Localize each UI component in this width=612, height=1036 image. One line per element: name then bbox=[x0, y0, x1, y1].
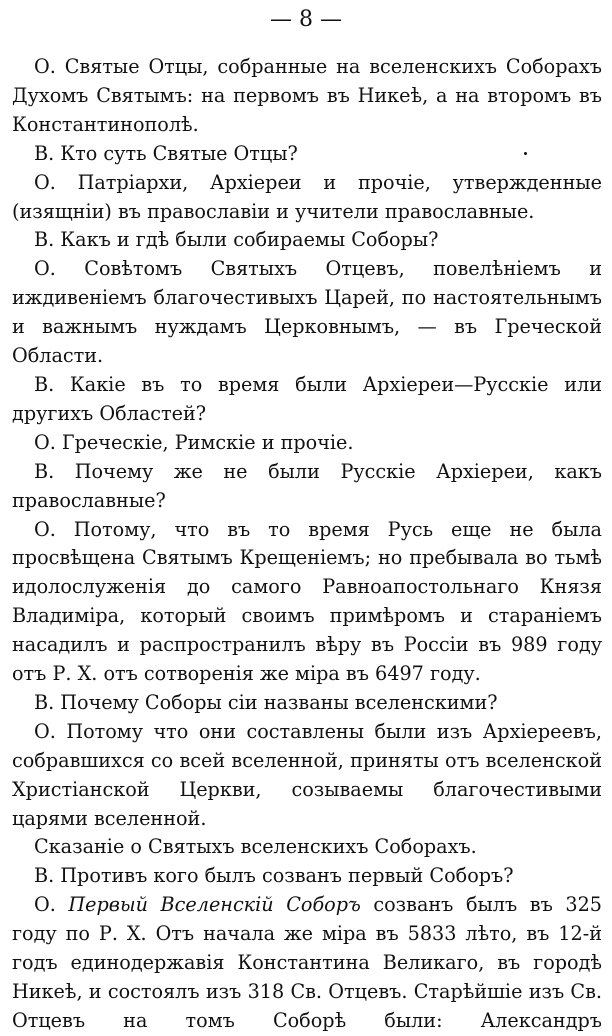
paragraph: В. Почему Соборы сіи названы вселенскими? bbox=[34, 690, 498, 714]
paragraph: О. Потому, что въ то время Русь еще не была просвѣщена Святымъ Крещеніемъ; но пребывала во тьмѣ идолослуженія до самого Равноапостольнаго Князя Владиміра, который своимъ примѣромъ и стараніемъ насадилъ и распространилъ вѣру въ Россіи въ 989 году отъ Р. Х. отъ сотворенія же міра въ 6497 году. bbox=[12, 517, 602, 686]
paragraph: В. Кто суть Святые Отцы? bbox=[34, 141, 298, 165]
paragraph: О. Греческіе, Римскіе и прочіе. bbox=[34, 430, 354, 454]
paragraph: В. Почему же не были Русскіе Архіереи, какъ православные? bbox=[12, 459, 602, 512]
paragraph: О. Святые Отцы, собранные на вселенскихъ Соборахъ Духомъ Святымъ: на первомъ въ Никеѣ, а на второмъ въ Константинополѣ. bbox=[12, 55, 602, 136]
page-number: — 8 — bbox=[270, 7, 342, 32]
paragraph: В. Какіе въ то время были Архіереи—Русскіе или другихъ Областей? bbox=[12, 372, 602, 425]
paragraph: В. Какъ и гдѣ были собираемы Соборы? bbox=[34, 228, 439, 252]
paragraph: О. Совѣтомъ Святыхъ Отцевъ, повелѣніемъ и иждивеніемъ благочестивыхъ Царей, по настоятельнымъ и важнымъ нуждамъ Церковнымъ, — въ Греческой Области. bbox=[12, 257, 602, 368]
paragraph: О. Патріархи, Архіереи и прочіе, утвержденные (изящніи) въ православіи и учители православные. bbox=[12, 170, 602, 223]
italic-term: Первый Вселенскій Соборъ bbox=[68, 893, 361, 917]
paragraph-prefix: О. bbox=[34, 893, 69, 917]
ink-speck bbox=[524, 152, 527, 155]
paragraph: О. Потому что они составлены были изъ Архіереевъ, собравшихся со всей вселенной, приняты отъ вселенской Христіанской Церкви, созываемы благочестивыми царями вселенной. bbox=[12, 719, 602, 830]
paragraph-rest: созванъ былъ въ 325 году по Р. Х. Отъ начала же міра въ 5833 лѣто, въ 12-й годъ единодержавія Константина Великаго, въ городѣ Никеѣ, и состоялъ изъ 318 Св. Отцевъ. Старѣйшіе изъ Св. Отцевъ на томъ Соборѣ были: Александръ bbox=[12, 893, 602, 1032]
paragraph bbox=[12, 891, 602, 1036]
body-text bbox=[12, 53, 602, 1036]
section-heading: Сказаніе о Святыхъ вселенскихъ Соборахъ. bbox=[34, 835, 477, 859]
paragraph: В. Противъ кого былъ созванъ первый Соборъ? bbox=[34, 864, 514, 888]
